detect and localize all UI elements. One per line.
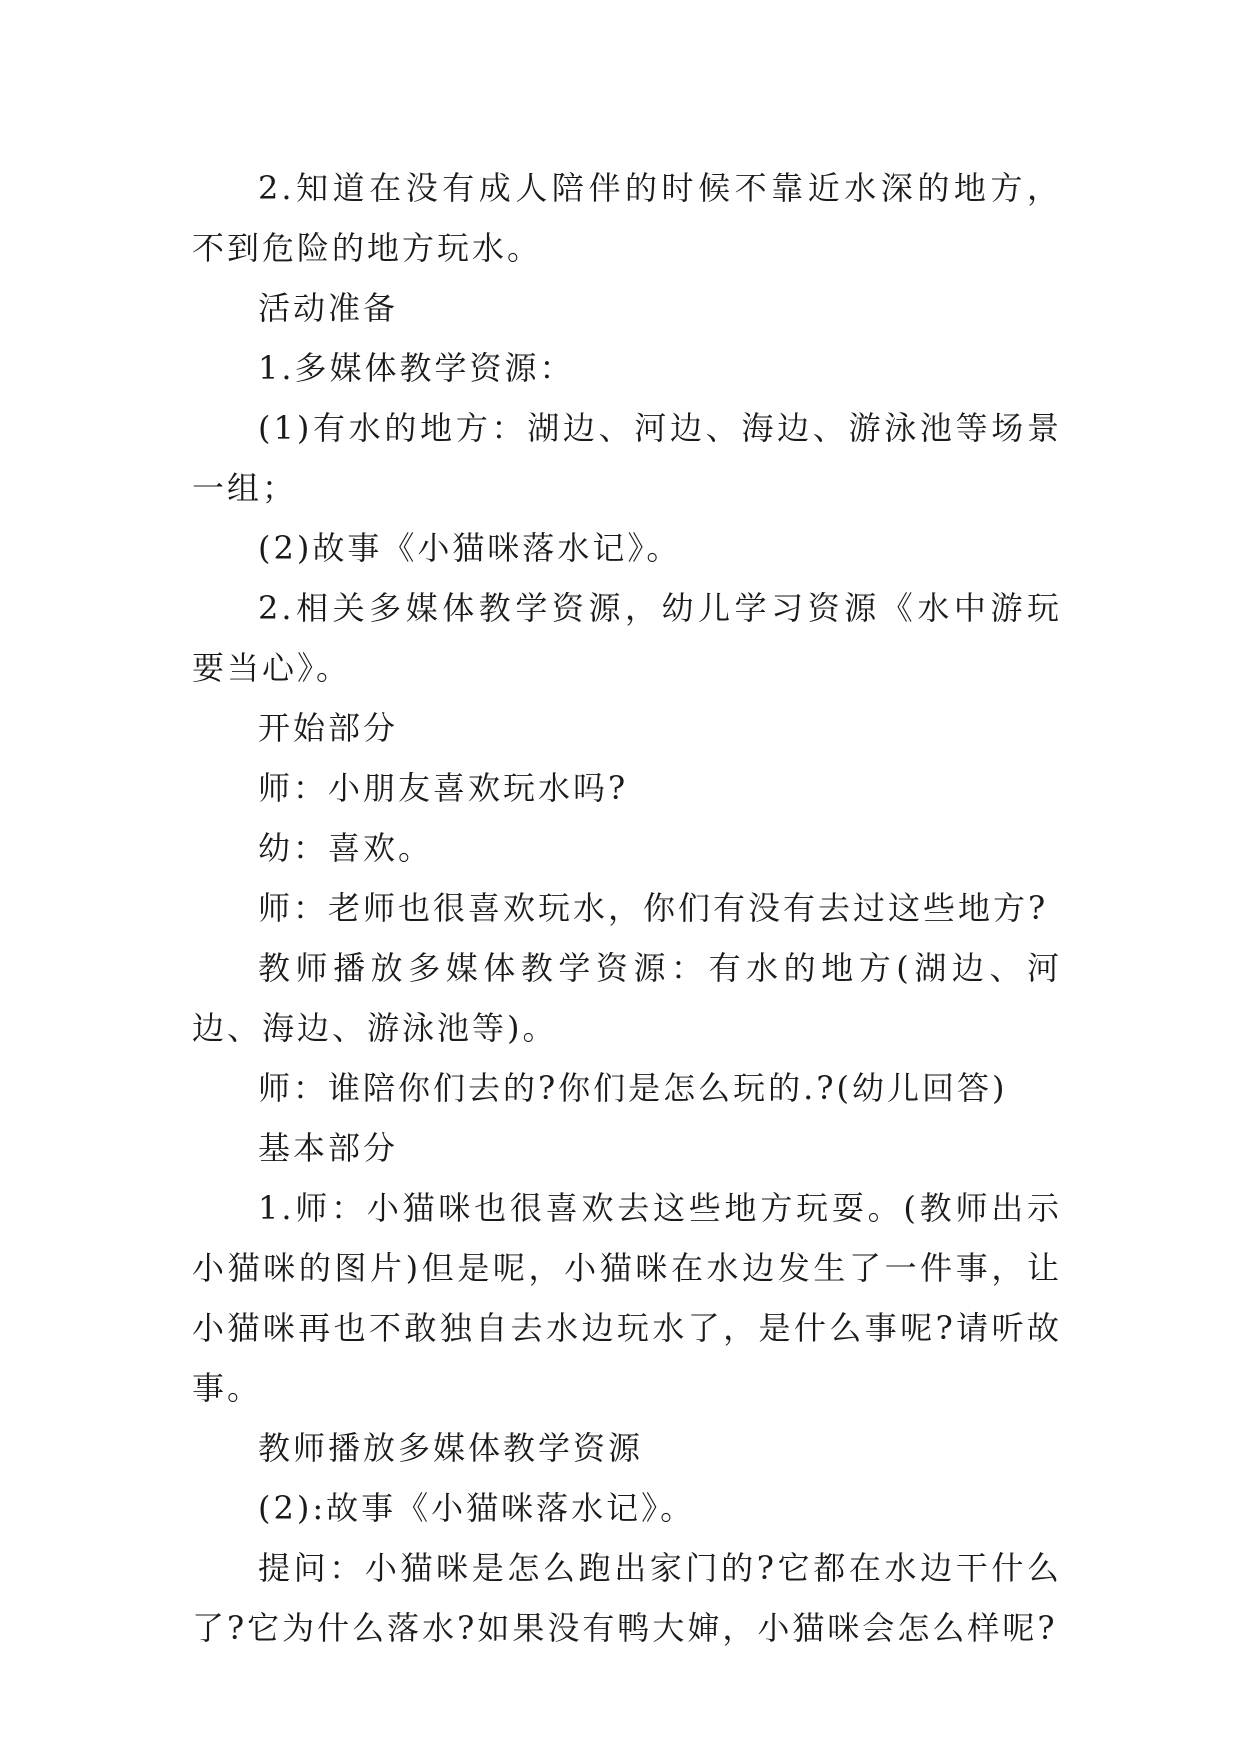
paragraph-teacher-plays-media: 教师播放多媒体教学资源：有水的地方(湖边、河边、海边、游泳池等)。: [192, 949, 1062, 1047]
paragraph-story: (2):故事《小猫咪落水记》。: [258, 1489, 696, 1527]
dialogue-child-1: 幼：喜欢。: [258, 829, 434, 867]
paragraph-goal-2: 2.知道在没有成人陪伴的时候不靠近水深的地方，不到危险的地方玩水。: [192, 169, 1062, 267]
heading-opening-section: 开始部分: [258, 709, 399, 747]
paragraph-teacher-plays-media-2: 教师播放多媒体教学资源: [258, 1429, 644, 1467]
dialogue-teacher-2: 师：老师也很喜欢玩水，你们有没有去过这些地方?: [258, 889, 1049, 927]
paragraph-basic-1: 1.师：小猫咪也很喜欢去这些地方玩耍。(教师出示小猫咪的图片)但是呢，小猫咪在水边发生了一件事，让小猫咪再也不敢独自去水边玩水了，是什么事呢?请听故事。: [192, 1189, 1062, 1407]
dialogue-teacher-1: 师：小朋友喜欢玩水吗?: [258, 769, 629, 807]
paragraph-prep-1-2: (2)故事《小猫咪落水记》。: [258, 529, 682, 567]
paragraph-questions: 提问：小猫咪是怎么跑出家门的?它都在水边干什么了?它为什么落水?如果没有鸭大婶，小猫咪会怎么样呢?: [192, 1549, 1062, 1647]
heading-activity-preparation: 活动准备: [258, 289, 399, 327]
document-body: [192, 158, 1062, 1658]
paragraph-prep-1-1: (1)有水的地方：湖边、河边、海边、游泳池等场景一组；: [192, 409, 1062, 507]
paragraph-prep-1: 1.多媒体教学资源：: [258, 349, 575, 387]
paragraph-prep-2: 2.相关多媒体教学资源，幼儿学习资源《水中游玩要当心》。: [192, 589, 1062, 687]
dialogue-teacher-3: 师：谁陪你们去的?你们是怎么玩的.?(幼儿回答): [258, 1069, 1008, 1107]
heading-basic-section: 基本部分: [258, 1129, 399, 1167]
